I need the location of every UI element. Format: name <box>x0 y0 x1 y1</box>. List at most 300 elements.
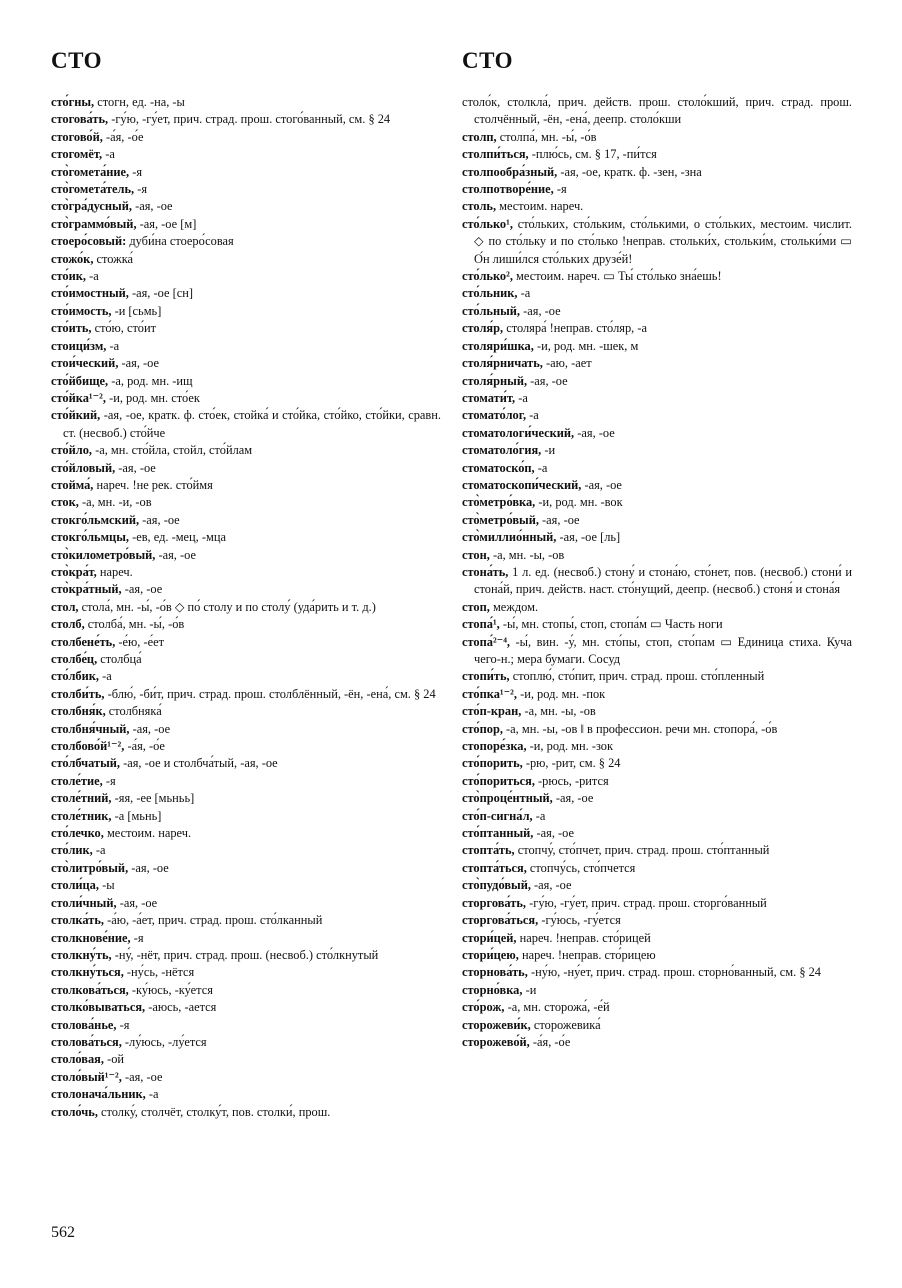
entry-headword: сто̀гомета́ние, <box>51 164 130 179</box>
entry-definition: -ая, -ое <box>121 1069 163 1084</box>
entry-headword: сто́лечко, <box>51 826 104 841</box>
entry-definition: дуби́на стоеро́совая <box>126 234 234 249</box>
dictionary-entry <box>462 668 852 685</box>
dictionary-entry <box>51 790 441 807</box>
entry-definition: -ая, -ое <box>129 721 171 736</box>
entry-headword: столяри́шка, <box>462 338 534 353</box>
entry-headword: стои́ческий, <box>51 356 119 371</box>
entry-headword: сторожеви́к, <box>462 1017 531 1032</box>
entry-headword: сто̀литро́вый, <box>51 860 129 875</box>
dictionary-entry <box>51 581 441 598</box>
entry-definition: стопчу́сь, сто́пчется <box>526 860 636 875</box>
entry-headword: сто́йло, <box>51 443 93 458</box>
entry-definition: -блю́, -би́т, прич. страд. прош. столблённый, -ён, -ена́, см. § 24 <box>104 686 436 701</box>
dictionary-entry <box>51 268 441 285</box>
entry-definition: -ая, -ое <box>115 460 156 475</box>
entry-definition: -а [мьнь] <box>111 808 162 823</box>
entry-headword: сток, <box>51 495 79 510</box>
entry-definition: -аю, -ает <box>542 356 592 371</box>
dictionary-entry <box>51 355 441 372</box>
entry-headword: сто̀проце́нтный, <box>462 791 553 806</box>
entry-headword: сто̀километро́вый, <box>51 547 156 562</box>
dictionary-entry <box>51 477 441 494</box>
entry-definition: -я <box>553 182 567 197</box>
entry-headword: стопоре́зка, <box>462 739 527 754</box>
entry-headword: стопа́²⁻⁴, <box>462 634 511 649</box>
entry-definition: -ая, -ое, кратк. ф. сто́ек, стойка́ и сто́йка, сто́йко, сто́йки, сравн. ст. (несвоб.) сто́йче <box>63 408 441 440</box>
entry-definition: -ая, -ое <box>530 878 572 893</box>
entry-definition: стогн, ед. -на, -ы <box>94 95 185 109</box>
entry-definition: столяра́ !неправ. сто́ляр, -а <box>503 321 647 336</box>
dictionary-entry <box>51 111 441 128</box>
entry-headword: стопа́¹, <box>462 617 500 632</box>
entry-definition: стопчу́, сто́пчет, прич. страд. прош. сто́птанный <box>514 843 770 858</box>
entry-definition: столбца́ <box>97 652 142 666</box>
entry-definition: -а <box>98 669 112 684</box>
entry-definition: -ая, -ое <box>139 512 180 527</box>
entry-definition: -а <box>145 1087 159 1102</box>
entry-definition: -ой <box>103 1052 125 1067</box>
entry-headword: сто́лбчатый, <box>51 756 120 771</box>
dictionary-entry <box>51 94 441 111</box>
entry-definition: -ая, -ое <box>118 356 160 371</box>
entry-headword: столе́тний, <box>51 791 112 806</box>
entry-headword: сто́птанный, <box>462 826 534 841</box>
dictionary-entry <box>51 1069 441 1086</box>
entry-headword: столо́вая, <box>51 1052 104 1067</box>
dictionary-entry <box>462 982 852 999</box>
dictionary-entry <box>51 251 441 268</box>
entry-definition: -ку́юсь, -ку́ется <box>128 982 213 997</box>
entry-definition: -и [сьмь] <box>111 303 162 318</box>
dictionary-entry <box>51 494 441 511</box>
dictionary-entry <box>462 686 852 703</box>
entry-definition: -рю, -рит, см. § 24 <box>522 756 621 771</box>
entry-definition: -а, мн. -и, -ов <box>78 495 152 510</box>
dictionary-entry <box>51 564 441 581</box>
entry-headword: сто́лбик, <box>51 669 99 684</box>
dictionary-entry <box>462 547 852 564</box>
entry-definition: -а <box>534 460 548 475</box>
entry-definition: столба́, мн. -ы́, -о́в <box>84 617 185 632</box>
dictionary-entry <box>462 964 852 981</box>
entry-headword: столпи́ться, <box>462 147 529 162</box>
entry-definition: -плю́сь, см. § 17, -пи́тся <box>528 147 657 162</box>
entry-definition: -аюсь, -ается <box>145 1000 217 1015</box>
dictionary-entry <box>51 895 441 912</box>
entry-headword: сто́йкий, <box>51 408 101 423</box>
entry-headword: стона́ть, <box>462 564 509 579</box>
entry-definition: -ая, -ое <box>527 373 568 388</box>
entry-headword: сто̀гомета́тель, <box>51 182 135 197</box>
entry-definition: нареч. !неправ. сто́рицей <box>516 930 651 945</box>
entry-definition: местоим. нареч. <box>103 826 192 841</box>
entry-definition: -ы <box>98 878 115 893</box>
entry-headword: стоматоско́п, <box>462 460 535 475</box>
dictionary-entry <box>51 668 441 685</box>
dictionary-entry <box>51 616 441 633</box>
dictionary-entry <box>462 477 852 494</box>
entry-headword: стопта́ться, <box>462 860 527 875</box>
dictionary-entry <box>51 164 441 181</box>
entry-definition: -ы́, вин. -у́, мн. сто́пы, стоп, сто́пам ▭ Единица стиха. Куча чего-н.; мера бумаги. Сосуд <box>474 634 852 666</box>
entry-definition: -я <box>116 1017 130 1032</box>
dictionary-entry <box>462 94 852 129</box>
dictionary-entry <box>462 999 852 1016</box>
dictionary-entry <box>462 285 852 302</box>
entry-headword: сто̀пудо́вый, <box>462 878 531 893</box>
entry-definition: нареч. !не рек. сто́ймя <box>93 477 213 492</box>
entry-headword: сто́льник, <box>462 286 518 301</box>
entry-definition: -гу́ю, -гу́ет, прич. страд. прош. сторго́ванный <box>526 895 767 910</box>
entry-headword: сто̀миллио́нный, <box>462 530 557 545</box>
entry-definition: столбняка́ <box>105 704 162 719</box>
dictionary-entry <box>462 181 852 198</box>
entry-definition: -а <box>517 286 531 301</box>
entry-headword: столб, <box>51 617 85 632</box>
entry-headword: столкну́ть, <box>51 947 112 962</box>
entry-headword: сто́йловый, <box>51 460 116 475</box>
dictionary-entry <box>51 651 441 668</box>
entry-definition: -ну́сь, -нётся <box>123 965 195 980</box>
dictionary-entry <box>51 512 441 529</box>
entry-headword: столе́тник, <box>51 808 112 823</box>
entry-headword: столонача́льник, <box>51 1087 146 1102</box>
entry-headword: столо́вый¹⁻², <box>51 1069 122 1084</box>
entry-headword: столпообра́зный, <box>462 164 558 179</box>
entry-definition: -ая, -ое, кратк. ф. -зен, -зна <box>557 164 702 179</box>
entry-definition: -я <box>134 182 148 197</box>
dictionary-entry <box>51 686 441 703</box>
entry-definition: -и, род. мн. -зок <box>526 739 613 754</box>
entry-definition: стоплю́, сто́пит, прич. страд. прош. сто́пленный <box>509 669 765 684</box>
entry-headword: стогова́ть, <box>51 112 109 127</box>
entry-definition: -рюсь, -рится <box>534 773 609 788</box>
dictionary-entry <box>462 947 852 964</box>
entry-headword: столкова́ться, <box>51 982 129 997</box>
dictionary-entry <box>462 390 852 407</box>
entry-headword: сто́пор, <box>462 721 503 736</box>
dictionary-entry <box>51 390 441 407</box>
dictionary-entry <box>462 268 852 285</box>
entry-headword: сто̀кра́тный, <box>51 582 122 597</box>
dictionary-entry <box>51 129 441 146</box>
dictionary-entry <box>462 355 852 372</box>
entry-definition: -и, род. мн. -пок <box>516 686 606 701</box>
entry-headword: сторгова́ться, <box>462 913 539 928</box>
dictionary-entry <box>51 303 441 320</box>
entry-headword: стомато́лог, <box>462 408 527 423</box>
dictionary-entry <box>462 338 852 355</box>
entry-headword: стори́цею, <box>462 947 519 962</box>
entry-headword: стол, <box>51 599 79 614</box>
dictionary-entry <box>51 320 441 337</box>
dictionary-entry <box>51 529 441 546</box>
entry-definition: столо́к, столкла́, прич. действ. прош. столо́кший, прич. страд. прош. столчённый, -ён, -ена́, деепр. столо́кши <box>462 95 852 127</box>
entry-headword: сто́п-сигна́л, <box>462 808 533 823</box>
dictionary-entry <box>462 320 852 337</box>
entry-headword: сто́пориться, <box>462 773 535 788</box>
dictionary-entry <box>462 198 852 215</box>
entry-headword: столко́вываться, <box>51 1000 146 1015</box>
dictionary-entry <box>51 338 441 355</box>
entry-definition: -а, мн. -ы, -ов ‖ в профессион. речи мн. стопора́, -о́в <box>502 721 778 736</box>
entry-headword: сто́йбище, <box>51 373 109 388</box>
dictionary-entry <box>462 529 852 546</box>
dictionary-entry <box>51 877 441 894</box>
entry-definition: -ая, -ое <box>128 860 169 875</box>
dictionary-entry <box>462 808 852 825</box>
dictionary-entry <box>51 825 441 842</box>
entry-definition: -ая, -ое <box>155 547 196 562</box>
dictionary-entry <box>51 930 441 947</box>
entry-definition: -ев, ед. -мец, -мца <box>128 530 226 545</box>
entry-headword: сто̀кра́т, <box>51 564 97 579</box>
dictionary-entry <box>462 164 852 181</box>
dictionary-entry <box>462 877 852 894</box>
dictionary-entry <box>51 599 441 616</box>
entry-headword: сто́лько¹, <box>462 216 513 231</box>
entry-headword: столкну́ться, <box>51 965 124 980</box>
dictionary-entry <box>51 964 441 981</box>
entry-definition: -а́я, -о́е <box>529 1034 571 1049</box>
dictionary-entry <box>462 842 852 859</box>
dictionary-entry <box>462 825 852 842</box>
dictionary-entry <box>51 703 441 720</box>
entry-headword: сто́порить, <box>462 756 523 771</box>
dictionary-entry <box>462 512 852 529</box>
dictionary-entry <box>462 860 852 877</box>
running-head-right: СТО <box>462 48 514 73</box>
dictionary-entry <box>51 216 441 233</box>
entry-headword: стойма́, <box>51 477 94 492</box>
entry-headword: столова́нье, <box>51 1017 117 1032</box>
entry-headword: столе́тие, <box>51 773 103 788</box>
dictionary-entry <box>462 564 852 599</box>
entry-headword: сто́лик, <box>51 843 93 858</box>
entry-definition: -а <box>102 147 115 162</box>
entry-definition: междом. <box>489 599 539 614</box>
entry-headword: столкнове́ние, <box>51 930 131 945</box>
entry-headword: столби́ть, <box>51 686 105 701</box>
dictionary-entry <box>51 773 441 790</box>
entry-definition: -а, род. мн. -ищ <box>108 373 193 388</box>
entry-headword: столя́рничать, <box>462 356 543 371</box>
entry-headword: стоматологи́ческий, <box>462 425 575 440</box>
entry-definition: -а <box>92 843 106 858</box>
entry-definition: -а <box>515 390 528 405</box>
dictionary-entry <box>462 755 852 772</box>
entry-headword: сто́пка¹⁻², <box>462 686 517 701</box>
entry-definition: -а́я, -о́е <box>102 129 144 144</box>
entry-definition: -ая, -ое <box>581 477 622 492</box>
dictionary-entry <box>462 634 852 669</box>
dictionary-entry <box>51 912 441 929</box>
dictionary-entry <box>462 721 852 738</box>
dictionary-entry <box>51 233 441 250</box>
entry-definition: местоим. нареч. ▭ Ты́ сто́лько зна́ешь! <box>512 269 722 284</box>
dictionary-entry <box>51 146 441 163</box>
dictionary-entry <box>51 947 441 964</box>
dictionary-entry <box>51 808 441 825</box>
entry-headword: стоматоло́гия, <box>462 443 542 458</box>
entry-headword: стогомёт, <box>51 147 103 162</box>
entry-definition: -ая, -ое <box>533 826 574 841</box>
entry-definition: стола́, мн. -ы́, -о́в ◇ по́ столу и по столу́ (уда́рить и т. д.) <box>78 599 376 614</box>
entry-definition: -ая, -ое <box>552 791 594 806</box>
entry-headword: стон, <box>462 547 490 562</box>
dictionary-entry <box>462 1017 852 1034</box>
dictionary-entry <box>462 216 852 268</box>
entry-headword: сто́гны, <box>51 95 95 109</box>
entry-headword: стоици́зм, <box>51 338 107 353</box>
entry-headword: столь, <box>462 199 497 214</box>
entry-definition: стожка́ <box>93 251 134 266</box>
dictionary-entry <box>462 1034 852 1051</box>
entry-definition: -а, мн. сторожа́, -е́й <box>504 1000 610 1015</box>
dictionary-entry <box>51 999 441 1016</box>
entry-headword: стоматоскопи́ческий, <box>462 477 582 492</box>
entry-headword: столбене́ть, <box>51 634 116 649</box>
dictionary-entry <box>51 1017 441 1034</box>
entry-definition: -ая, -ое [сн] <box>128 286 193 301</box>
entry-headword: столбня́к, <box>51 704 106 719</box>
entry-definition: -а, мн. -ы, -ов <box>489 547 565 562</box>
entry-headword: сто́лько², <box>462 269 513 284</box>
entry-definition: -ая, -ое <box>574 425 615 440</box>
dictionary-entry <box>462 790 852 807</box>
dictionary-entry <box>462 912 852 929</box>
entry-definition: -а <box>526 408 539 423</box>
dictionary-entry <box>462 442 852 459</box>
entry-headword: сто̀метро́вый, <box>462 512 539 527</box>
entry-definition: -и <box>541 443 556 458</box>
entry-headword: столи́ца, <box>51 878 99 893</box>
entry-headword: сто́ить, <box>51 321 92 336</box>
entry-headword: сторгова́ть, <box>462 895 527 910</box>
dictionary-entry <box>462 599 852 616</box>
entry-headword: сторно́вка, <box>462 982 523 997</box>
dictionary-entry <box>51 738 441 755</box>
entry-definition: -гу́юсь, -гу́ется <box>538 913 621 928</box>
entry-headword: сто́йка¹⁻², <box>51 390 106 405</box>
entry-headword: столи́чный, <box>51 895 117 910</box>
entry-headword: сто́п-кран, <box>462 704 522 719</box>
entry-headword: сто̀гра́дусный, <box>51 199 132 214</box>
dictionary-entry <box>51 407 441 442</box>
dictionary-entry <box>51 373 441 390</box>
dictionary-entry <box>462 460 852 477</box>
entry-headword: столова́ться, <box>51 1034 122 1049</box>
entry-definition: -ая, -ое <box>121 582 163 597</box>
entry-definition: -лу́юсь, -лу́ется <box>121 1034 207 1049</box>
entry-headword: стопта́ть, <box>462 843 515 858</box>
entry-headword: столбово́й¹⁻², <box>51 739 125 754</box>
entry-definition: -а́ю, -а́ет, прич. страд. прош. сто́лканный <box>103 913 323 928</box>
entry-definition: -и <box>522 982 537 997</box>
dictionary-entry <box>51 1104 441 1121</box>
entry-definition: -а, мн. сто́йла, стойл, сто́йлам <box>92 443 253 458</box>
dictionary-entry <box>462 773 852 790</box>
entry-headword: столя́р, <box>462 321 504 336</box>
dictionary-entry <box>462 303 852 320</box>
dictionary-entry <box>462 895 852 912</box>
dictionary-entry <box>51 860 441 877</box>
entry-definition: -ая, -ое <box>538 512 580 527</box>
entry-headword: сто́имость, <box>51 303 112 318</box>
dictionary-entry <box>462 425 852 442</box>
entry-definition: -а <box>532 808 546 823</box>
entry-headword: столбе́ц, <box>51 652 98 666</box>
entry-headword: столбня́чный, <box>51 721 130 736</box>
running-head-left: СТО <box>51 48 103 73</box>
entry-definition: -ы́, мн. стопы́, стоп, стопа́м ▭ Часть ноги <box>499 617 723 632</box>
entry-definition: нареч. !неправ. сто́рицею <box>518 947 656 962</box>
entry-definition: -а, мн. -ы, -ов <box>521 704 596 719</box>
page-number: 562 <box>51 1224 75 1241</box>
dictionary-entry <box>51 198 441 215</box>
entry-definition: -гу́ю, -гу́ет, прич. страд. прош. стого́ванный, см. § 24 <box>108 112 391 127</box>
entry-headword: стокго́льмский, <box>51 512 140 527</box>
entry-definition: -я <box>102 773 116 788</box>
dictionary-entry <box>462 129 852 146</box>
entry-definition: -и, род. мн. -шек, м <box>533 338 639 353</box>
dictionary-entry <box>462 494 852 511</box>
entry-definition: -и, род. мн. сто́ек <box>105 390 200 405</box>
entry-definition: -ая, -ое [м] <box>136 216 197 231</box>
entry-headword: стожо́к, <box>51 251 94 266</box>
dictionary-entry <box>462 703 852 720</box>
entry-definition: -ну́, -нёт, прич. страд. прош. (несвоб.) сто́лкнутый <box>111 947 379 962</box>
entry-definition: -е́ю, -е́ет <box>115 634 165 649</box>
dictionary-entry <box>462 738 852 755</box>
entry-headword: сто̀метро́вка, <box>462 495 536 510</box>
entry-headword: стогово́й, <box>51 129 103 144</box>
entry-headword: сто́ик, <box>51 269 86 284</box>
entry-definition: сторожевика́ <box>530 1017 601 1032</box>
entry-headword: столп, <box>462 129 497 144</box>
dictionary-entry <box>51 842 441 859</box>
entry-headword: стомати́т, <box>462 390 516 405</box>
entry-definition: -ая, -ое <box>131 199 173 214</box>
entry-definition: -я <box>130 930 144 945</box>
dictionary-entry <box>462 616 852 633</box>
dictionary-entry <box>51 1051 441 1068</box>
entry-headword: сто́льный, <box>462 303 521 318</box>
dictionary-entry <box>462 373 852 390</box>
entry-definition: -а <box>86 269 99 284</box>
entry-definition: -а <box>106 338 120 353</box>
entry-definition: столку́, столчёт, столку́т, пов. столки́, прош. <box>97 1104 331 1119</box>
dictionary-entry <box>51 634 441 651</box>
entry-headword: сто̀граммо́вый, <box>51 216 137 231</box>
entry-headword: столпотворе́ние, <box>462 182 554 197</box>
entry-definition: сто́ю, сто́ит <box>91 321 156 336</box>
entry-definition: -я <box>129 164 143 179</box>
left-column <box>51 94 441 1121</box>
entry-headword: стоеро́совый: <box>51 234 127 249</box>
entry-definition: -ну́ю, -ну́ет, прич. страд. прош. сторно́ванный, см. § 24 <box>527 965 822 980</box>
dictionary-entry <box>51 285 441 302</box>
dictionary-entry <box>51 1086 441 1103</box>
entry-headword: стори́цей, <box>462 930 517 945</box>
entry-definition: сто́льких, сто́льким, сто́лькими, о сто́льких, местоим. числит. ◇ по сто́льку и по сто́лько !неправ. стольки́х, стольки́м, стольки́ми ▭ О́н лиши́лся сто́льких друзе́й! <box>474 216 852 266</box>
dictionary-entry <box>462 930 852 947</box>
dictionary-entry <box>51 460 441 477</box>
entry-headword: сто́рож, <box>462 1000 505 1015</box>
entry-headword: сто́имостный, <box>51 286 129 301</box>
entry-definition: -а́я, -о́е <box>124 739 165 754</box>
